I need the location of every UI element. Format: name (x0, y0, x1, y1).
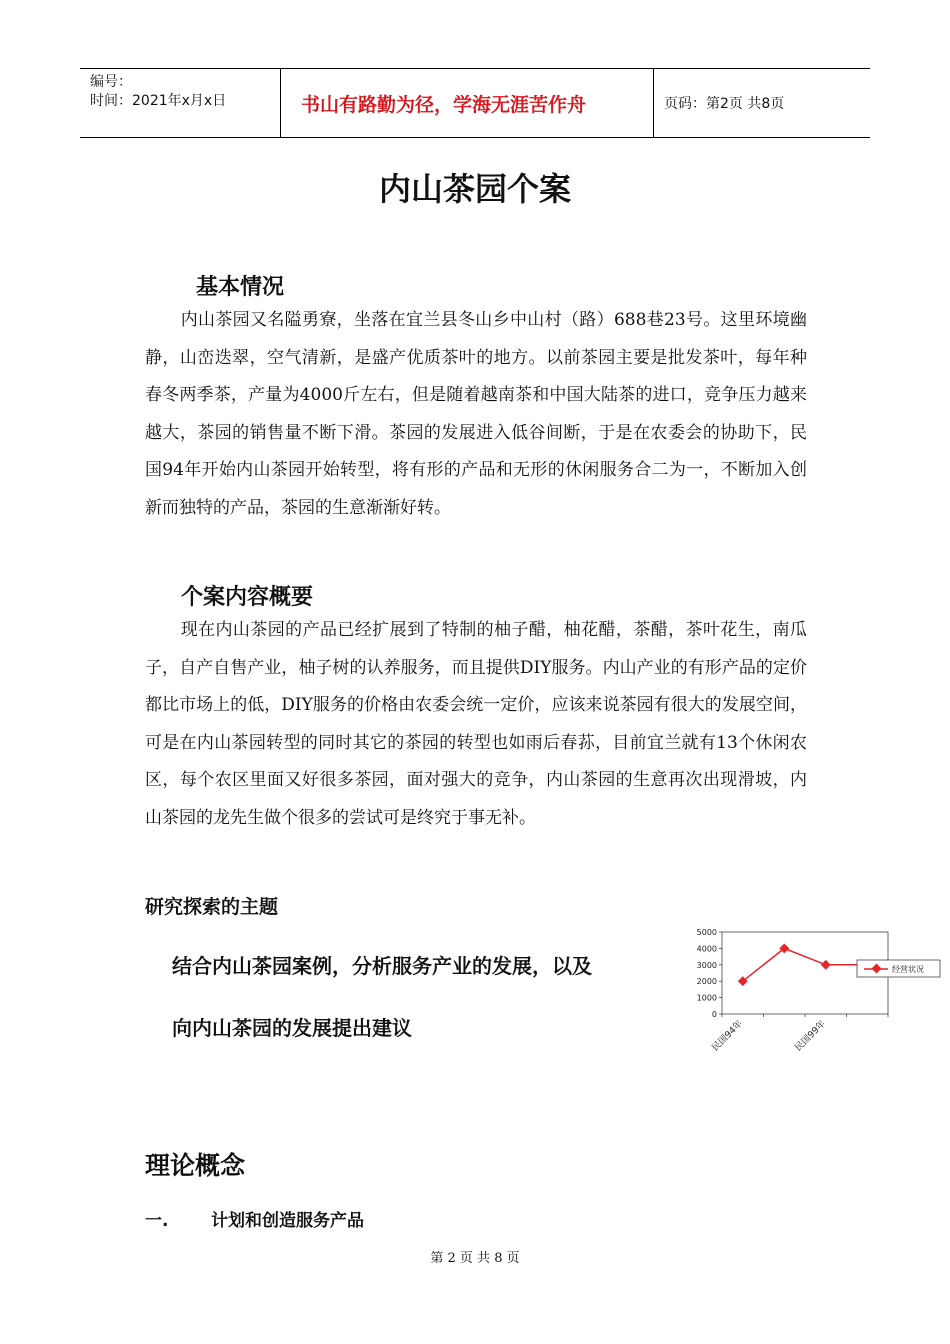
x-tick-label: 民国99年 (793, 1019, 828, 1054)
header-page-info: 页码：第2页 共8页 (664, 96, 785, 112)
list-item-text: 计划和创造服务产品 (211, 1211, 364, 1231)
section-heading-theme: 研究探索的主题 (145, 896, 279, 918)
header-meta (80, 69, 281, 137)
x-axis (709, 1014, 888, 1053)
y-tick-label: 0 (711, 1010, 717, 1019)
y-tick-label: 4000 (696, 944, 717, 954)
page-header (80, 68, 870, 138)
y-tick-label: 5000 (696, 928, 717, 937)
list-item-number: 一. (145, 1211, 169, 1231)
date-label: 时间：2021年x月x日 (90, 93, 227, 109)
operation-status-chart (680, 920, 950, 1070)
section-paragraph-summary: 现在内山茶园的产品已经扩展到了特制的柚子醋，柚花醋，茶醋，茶叶花生，南瓜子，自产自售产业，柚子树的认养服务，而且提供DIY服务。内山产业的有形产品的定价都比市场上的低，DIY服务的价格由农委会统一定价，应该来说茶园有很大的发展空间，可是在内山茶园转型的同时其它的茶园的转型也如雨后春荪，目前宜兰就有13个休闲农区，每个农区里面又好很多茶园，面对强大的竞争，内山茶园的生意再次出现滑坡，内山茶园的龙先生做个很多的尝试可是终究于事无补。 (145, 620, 807, 828)
y-tick-label: 1000 (696, 993, 717, 1003)
theme-line-1: 结合内山茶园案例，分析服务产业的发展，以及 (172, 954, 592, 978)
y-tick-label: 3000 (696, 960, 717, 970)
section-heading-basic: 基本情况 (196, 275, 285, 300)
data-point (821, 960, 831, 970)
chart-legend (857, 960, 940, 977)
number-label: 编号： (90, 74, 132, 90)
section-heading-theory: 理论概念 (145, 1151, 246, 1180)
theme-line-2: 向内山茶园的发展提出建议 (172, 1016, 412, 1040)
series-line (743, 948, 868, 981)
header-motto: 书山有路勤为径，学海无涯苦作舟 (281, 69, 654, 137)
x-tick-label: 民国94年 (710, 1019, 745, 1054)
page-footer: 第 2 页 共 8 页 (430, 1251, 520, 1266)
document-title: 内山茶园个案 (378, 170, 571, 208)
y-tick-label: 2000 (696, 977, 717, 987)
section-heading-summary: 个案内容概要 (181, 585, 314, 610)
y-axis (697, 928, 722, 1019)
legend-label: 经营状况 (892, 965, 924, 974)
section-paragraph-basic: 内山茶园又名隘勇寮，坐落在宜兰县冬山乡中山村（路）688巷23号。这里环境幽静，山峦迭翠，空气清新，是盛产优质茶叶的地方。以前茶园主要是批发茶叶，每年种春冬两季茶，产量为4000斤左右，但是随着越南茶和中国大陆茶的进口，竞争压力越来越大，茶园的销售量不断下滑。茶园的发展进入低谷间断，于是在农委会的协助下，民国94年开始内山茶园开始转型，将有形的产品和无形的休闲服务合二为一，不断加入创新而独特的产品，茶园的生意渐渐好转。 (145, 310, 807, 518)
